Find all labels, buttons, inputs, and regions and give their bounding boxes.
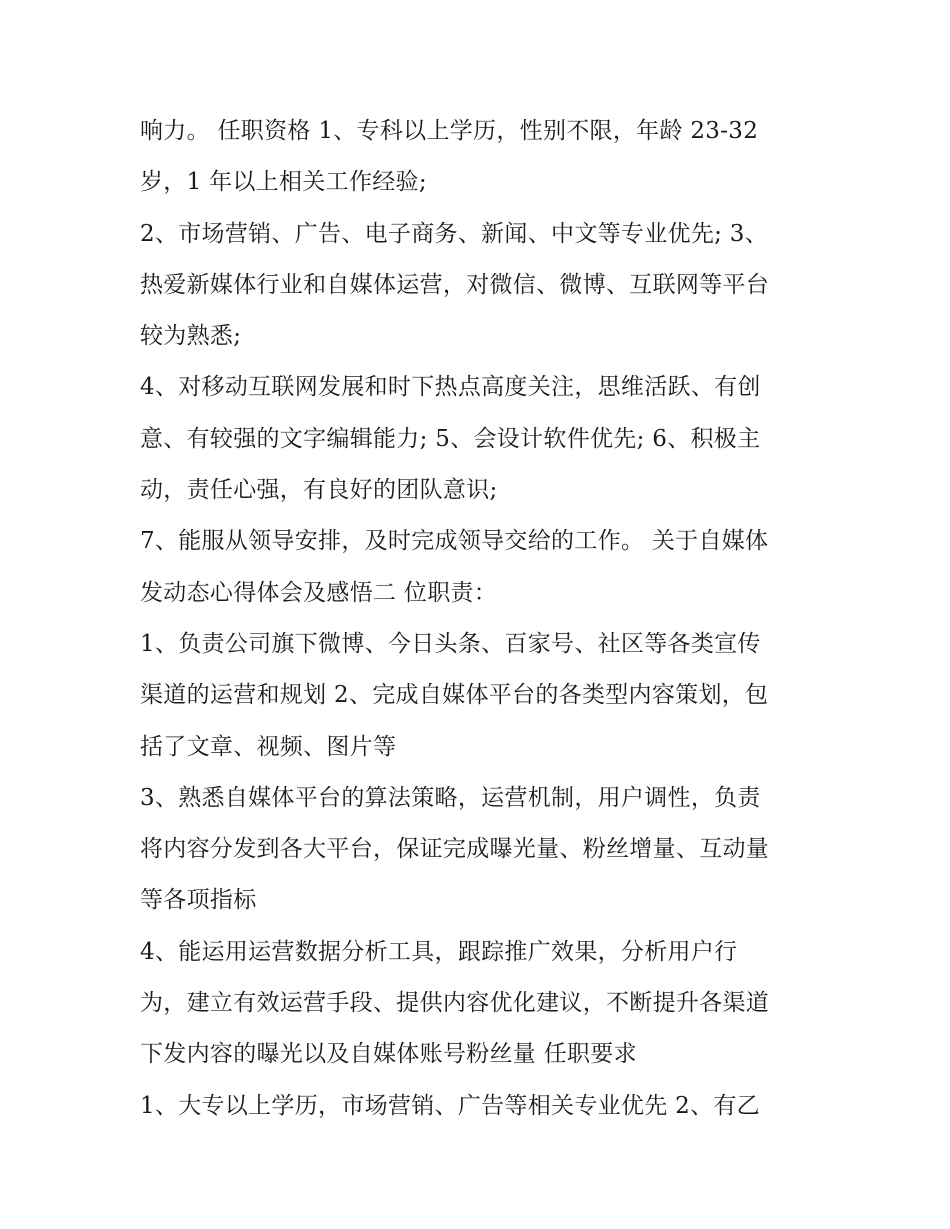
text-line: 1、负责公司旗下微博、今日头条、百家号、社区等各类宣传 (140, 630, 761, 657)
text-line: 1、大专以上学历，市场营销、广告等相关专业优先 2、有乙 (140, 1092, 760, 1119)
text-line: 动，责任心强，有良好的团队意识; (140, 477, 498, 504)
text-line: 响力。 任职资格 1、专科以上学历，性别不限，年龄 23-32 (140, 118, 759, 144)
text-line: 岁，1 年以上相关工作经验; (140, 169, 427, 196)
text-line: 7、能服从领导安排，及时完成领导交给的工作。 关于自媒体 (140, 528, 769, 555)
text-line: 括了文章、视频、图片等 (140, 733, 397, 760)
text-line: 将内容分发到各大平台，保证完成曝光量、粉丝增量、互动量 (140, 836, 770, 863)
text-line: 2、市场营销、广告、电子商务、新闻、中文等专业优先; 3、 (140, 220, 769, 247)
text-line: 意、有较强的文字编辑能力; 5、会设计软件优先; 6、积极主 (140, 425, 761, 452)
text-line: 下发内容的曝光以及自媒体账号粉丝量 任职要求 (140, 1041, 637, 1068)
text-line: 为，建立有效运营手段、提供内容优化建议，不断提升各渠道 (140, 990, 770, 1017)
body-text (140, 106, 830, 1132)
text-line: 发动态心得体会及感悟二 位职责： (140, 579, 498, 606)
text-line: 渠道的运营和规划 2、完成自媒体平台的各类型内容策划，包 (140, 682, 769, 709)
text-line: 4、能运用运营数据分析工具，跟踪推广效果，分析用户行 (140, 938, 738, 965)
text-line: 3、熟悉自媒体平台的算法策略，运营机制，用户调性，负责 (140, 784, 761, 811)
text-line: 较为熟悉; (140, 323, 242, 350)
text-line: 热爱新媒体行业和自媒体运营，对微信、微博、互联网等平台 (140, 271, 770, 298)
text-line: 4、对移动互联网发展和时下热点高度关注，思维活跃、有创 (140, 374, 761, 401)
text-line: 等各项指标 (140, 887, 257, 914)
